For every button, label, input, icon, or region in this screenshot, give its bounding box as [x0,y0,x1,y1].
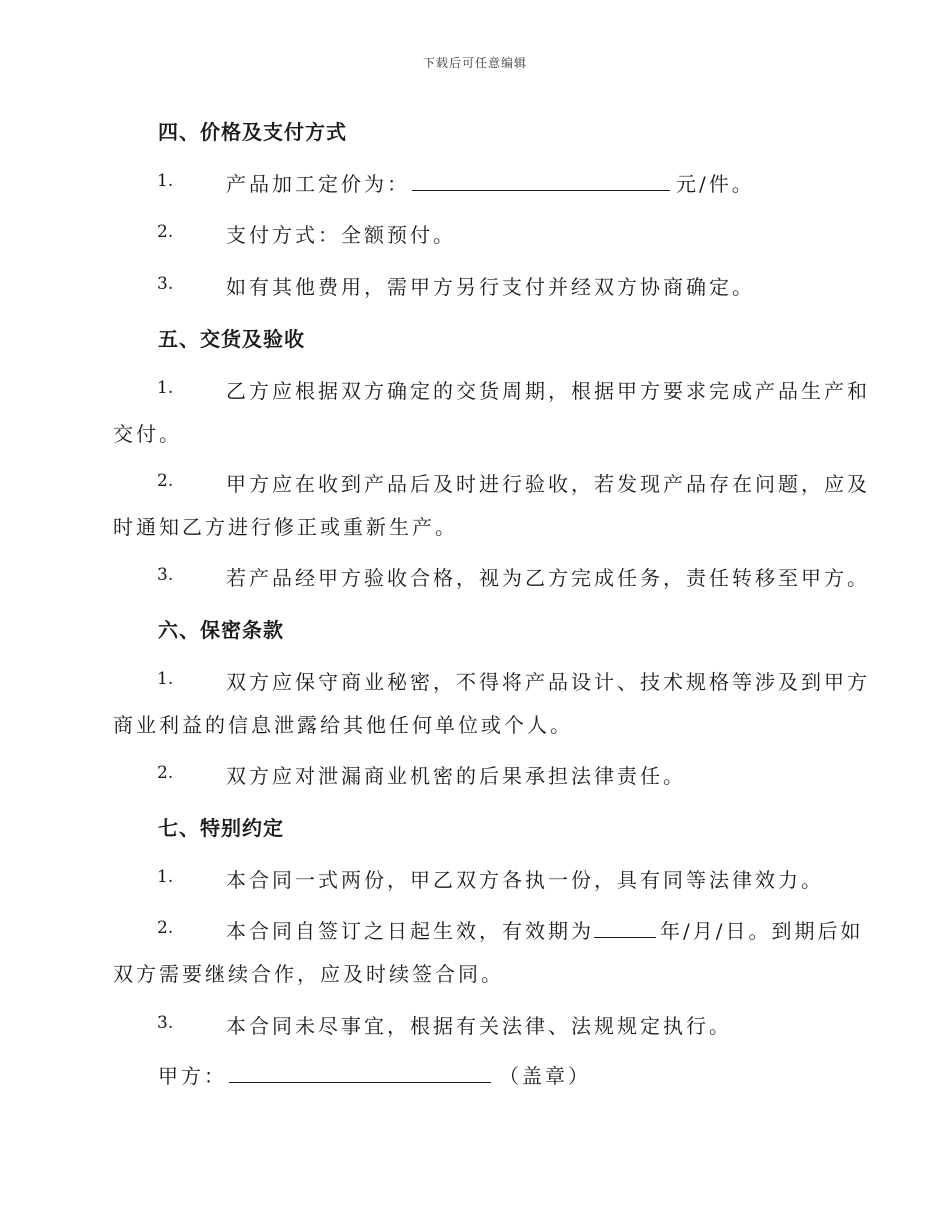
clause-number: 2. [157,763,174,783]
clause-text: 如有其他费用，需甲方另行支付并经双方协商确定。 [226,275,755,299]
clause-text: 双方应对泄漏商业机密的后果承担法律责任。 [226,764,686,788]
clause-text [226,168,755,197]
section-heading-price-payment: 四、价格及支付方式 [158,120,347,144]
signature-blank-field [229,1064,491,1083]
clause-number: 3. [157,1013,174,1033]
clause-text-prefix: 产品加工定价为： [226,172,410,196]
page-header-note: 下载后可任意编辑 [422,56,527,70]
clause-number: 1. [157,867,174,887]
clause-number: 1. [157,669,174,689]
section-heading-special-terms: 七、特别约定 [158,816,284,840]
clause-number: 3. [157,565,174,585]
clause-number: 2. [157,471,174,491]
section-heading-confidentiality: 六、保密条款 [158,618,284,642]
clause-text-suffix: 年/月/日。到期后如 [660,919,864,943]
clause-text-continuation: 时通知乙方进行修正或重新生产。 [113,515,458,539]
section-heading-delivery-acceptance: 五、交货及验收 [158,327,305,351]
clause-number: 3. [157,274,174,294]
clause-text-suffix: 元/件。 [676,172,755,196]
clause-text: 本合同未尽事宜，根据有关法律、法规规定执行。 [226,1014,732,1038]
stamp-label: （盖章） [499,1064,591,1088]
price-blank-field [412,172,670,191]
clause-text: 乙方应根据双方确定的交货周期，根据甲方要求完成产品生产和 [226,379,870,403]
clause-text: 本合同一式两份，甲乙双方各执一份，具有同等法律效力。 [226,868,824,892]
clause-number: 1. [157,378,174,398]
clause-text: 双方应保守商业秘密，不得将产品设计、技术规格等涉及到甲方 [226,670,870,694]
clause-text-prefix: 本合同自签订之日起生效，有效期为 [226,919,594,943]
clause-number: 1. [157,171,174,191]
signature-label: 甲方： [158,1064,227,1088]
clause-number: 2. [157,918,174,938]
clause-text: 支付方式：全额预付。 [226,223,456,247]
validity-blank-field [594,919,656,938]
clause-text: 若产品经甲方验收合格，视为乙方完成任务，责任转移至甲方。 [226,566,870,590]
clause-number: 2. [157,222,174,242]
clause-text-continuation: 商业利益的信息泄露给其他任何单位或个人。 [113,713,573,737]
clause-text-continuation: 交付。 [113,422,182,446]
clause-text [226,915,863,944]
clause-text-continuation: 双方需要继续合作，应及时续签合同。 [113,962,504,986]
clause-text: 甲方应在收到产品后及时进行验收，若发现产品存在问题，应及 [226,472,870,496]
signature-line [158,1060,591,1089]
